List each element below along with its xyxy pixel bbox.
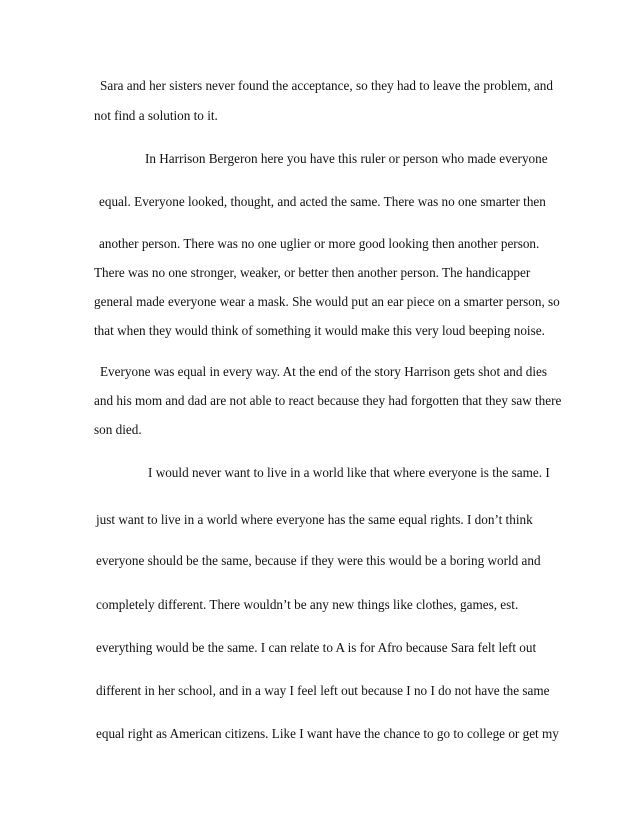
- text-line: Sara and her sisters never found the acceptance, so they had to leave the problem, and: [100, 78, 553, 93]
- text-line: general made everyone wear a mask. She would put an ear piece on a smarter person, so: [94, 294, 560, 309]
- text-line: I would never want to live in a world like that where everyone is the same. I: [148, 465, 550, 480]
- text-line: everyone should be the same, because if they were this would be a boring world and: [96, 553, 541, 568]
- text-line: equal. Everyone looked, thought, and acted the same. There was no one smarter then: [99, 194, 546, 209]
- text-line: equal right as American citizens. Like I want have the chance to go to college or get my: [96, 726, 559, 741]
- text-line: In Harrison Bergeron here you have this ruler or person who made everyone: [145, 151, 548, 166]
- text-line: everything would be the same. I can relate to A is for Afro because Sara felt left out: [96, 640, 537, 655]
- text-line: There was no one stronger, weaker, or better then another person. The handicapper: [94, 265, 531, 280]
- text-line: not find a solution to it.: [94, 108, 218, 123]
- text-line: different in her school, and in a way I feel left out because I no I do not have the same: [96, 683, 550, 698]
- text-line: Everyone was equal in every way. At the end of the story Harrison gets shot and dies: [100, 364, 548, 379]
- text-line: completely different. There wouldn’t be any new things like clothes, games, est.: [96, 597, 519, 612]
- text-line: that when they would think of something it would make this very loud beeping noise.: [94, 323, 545, 338]
- text-line: son died.: [94, 422, 142, 437]
- text-line: another person. There was no one uglier or more good looking then another person.: [99, 236, 540, 251]
- text-line: and his mom and dad are not able to react because they had forgotten that they saw there: [94, 393, 562, 408]
- text-line: just want to live in a world where everyone has the same equal rights. I don’t think: [96, 512, 533, 527]
